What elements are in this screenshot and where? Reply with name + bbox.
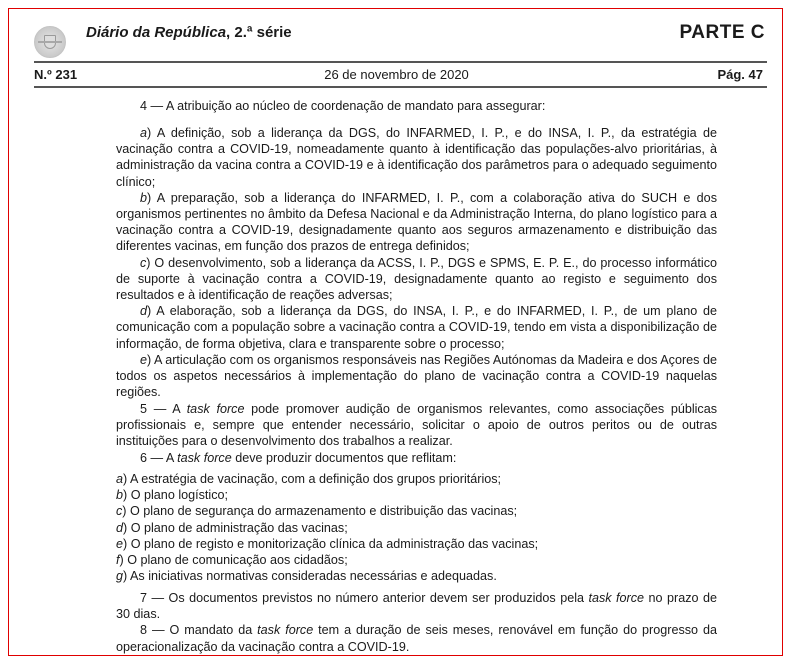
section-6-item-b: [116, 487, 717, 503]
section-4-item-c: [116, 255, 717, 304]
item-text: ) A definição, sob a liderança da DGS, do INFARMED, I. P., e do INSA, I. P., da estratégia de vacinação contra a COVID-19, nomeadamente quanto à identificação das populações-alvo prioritárias, à administração da vacina contra a COVID-19 e à identificação dos parâmetros para o adequado seguimento clínico;: [116, 126, 717, 189]
publication-title-italic: Diário da República: [86, 24, 227, 41]
section-6-item-g: [116, 568, 717, 584]
item-letter: b: [116, 488, 124, 503]
portuguese-republic-emblem-icon: [34, 26, 66, 58]
section-4-items: [116, 125, 717, 400]
section-6-items: [116, 471, 717, 584]
task-force-term: task force: [177, 450, 232, 465]
section-6-item-d: [116, 520, 717, 536]
item-text: ) O plano de administração das vacinas;: [123, 520, 348, 535]
issue-date: 26 de novembro de 2020: [324, 67, 469, 82]
item-text: ) As iniciativas normativas consideradas necessárias e adequadas.: [123, 569, 497, 584]
task-force-term: task force: [257, 623, 314, 638]
text: tem a duração de seis meses, renovável em função do progresso da operacionalização da vacinação contra a COVID-19.: [116, 623, 717, 654]
publication-title: [86, 24, 292, 41]
section-6-heading: [116, 450, 717, 466]
item-text: ) O plano de segurança do armazenamento e distribuição das vacinas;: [122, 504, 518, 519]
item-letter: e: [140, 352, 148, 367]
section-4-item-b: [116, 190, 717, 255]
item-text: ) A articulação com os organismos responsáveis nas Regiões Autónomas da Madeira e dos Açores de todos os aspetos necessários à implementação do plano de vacinação contra a COVID-19 naquelas regiões.: [116, 352, 717, 400]
item-text: ) O plano logístico;: [123, 488, 229, 503]
header-rule-top: [34, 61, 767, 63]
text: pode promover audição de organismos relevantes, como associações públicas profissionais e, sempre que entender necessário, solicitar o apoio de outros peritos ou de outras instituições para o desenvolvimento dos trabalhos a realizar.: [116, 402, 718, 449]
text: 8 — O mandato da: [140, 623, 258, 638]
item-letter: a: [116, 472, 124, 486]
section-4-heading: 4 — A atribuição ao núcleo de coordenação de mandato para assegurar:: [140, 99, 546, 113]
task-force-term: task force: [588, 591, 645, 605]
section-8: [116, 622, 717, 654]
section-6-item-a: [116, 471, 717, 487]
item-text: ) O desenvolvimento, sob a liderança da ACSS, I. P., DGS e SPMS, E. P. E., do processo informático de suporte à vacinação contra a COVID-19, designadamente quanto ao registo e seguimento dos resultados e à identificação de reações adversas;: [116, 255, 717, 303]
publication-series: , 2.ª série: [226, 24, 292, 41]
text: deve produzir documentos que reflitam:: [231, 450, 457, 465]
item-letter: c: [116, 504, 123, 519]
section-4-item-a: [116, 125, 717, 190]
item-letter: d: [140, 304, 148, 319]
item-letter: g: [116, 569, 124, 584]
section-4-item-d: [116, 303, 717, 352]
item-letter: d: [116, 520, 124, 535]
item-letter: f: [116, 553, 120, 568]
item-letter: e: [116, 536, 124, 551]
header-rule-bottom: [34, 86, 767, 88]
item-text: ) A elaboração, sob a liderança da DGS, do INSA, I. P., e do INFARMED, I. P., de um plano de comunicação com a população sobre a vacinação contra a COVID-19, tendo em vista a disponibilização de informação, de forma objetiva, clara e transparente sobre o processo;: [116, 304, 717, 351]
item-letter: a: [140, 126, 148, 140]
task-force-term: task force: [186, 402, 245, 416]
part-label: PARTE C: [679, 22, 765, 43]
section-4-heading-block: [116, 98, 717, 114]
item-letter: c: [140, 255, 147, 270]
section-5: [116, 401, 717, 450]
section-6-item-c: [116, 503, 717, 519]
section-7-8-block: [116, 590, 717, 655]
section-5-6-block: [116, 401, 717, 466]
item-letter: b: [140, 190, 148, 205]
item-text: ) O plano de comunicação aos cidadãos;: [119, 553, 348, 568]
text: 5 — A: [140, 402, 187, 416]
section-6-item-f: [116, 552, 717, 568]
section-7: [116, 590, 717, 622]
item-text: ) O plano de registo e monitorização clínica da administração das vacinas;: [123, 536, 539, 551]
text: 7 — Os documentos previstos no número anterior devem ser produzidos pela: [140, 591, 589, 605]
item-text: ) A preparação, sob a liderança do INFARMED, I. P., com a colaboração ativa do SUCH e dos organismos pertinentes no âmbito da Defesa Nacional e da Administração Interna, do plano logístico para a vacinação contra a COVID-19, designadamente quanto aos seguros armazenamento e distribuição das diferentes vacinas, em função dos prazos de entrega definidos;: [116, 190, 717, 254]
item-text: ) A estratégia de vacinação, com a definição dos grupos prioritários;: [123, 472, 502, 486]
page-number: Pág. 47: [717, 67, 763, 82]
text: no prazo de 30 dias.: [116, 591, 717, 622]
section-6-item-e: [116, 536, 717, 552]
text: 6 — A: [140, 450, 178, 465]
section-4-item-e: [116, 352, 717, 401]
issue-number: N.º 231: [34, 67, 78, 82]
